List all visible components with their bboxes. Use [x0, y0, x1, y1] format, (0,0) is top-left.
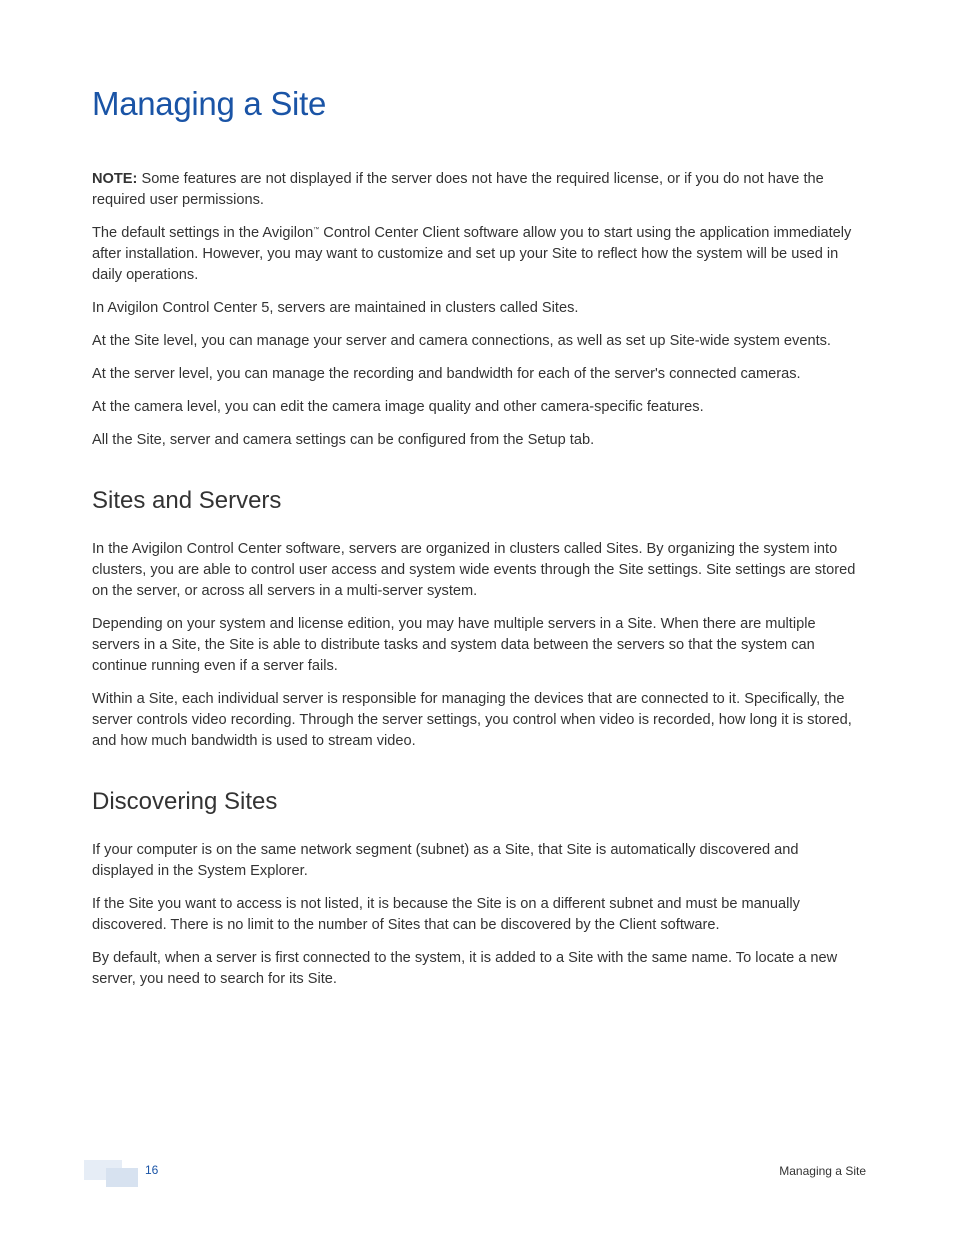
- intro-paragraph-5: At the camera level, you can edit the camera image quality and other camera-specific features.: [92, 399, 704, 415]
- intro-paragraph-1: [92, 223, 862, 286]
- sites-servers-paragraph-3: Within a Site, each individual server is responsible for managing the devices that are connected to it. Specifically, the server controls video recording. Through the server settings, you control when video is recorded, how long it is stored, and how much bandwidth is used to stream video.: [92, 691, 852, 749]
- discovering-sites-paragraph-1: If your computer is on the same network segment (subnet) as a Site, that Site is automatically discovered and displayed in the System Explorer.: [92, 842, 799, 879]
- footer-logo-icon: [84, 1160, 138, 1188]
- section-heading-discovering-sites: Discovering Sites: [92, 788, 278, 815]
- footer-page-number: 16: [145, 1163, 159, 1177]
- note-label: NOTE:: [92, 171, 138, 187]
- section-heading-sites-and-servers: Sites and Servers: [92, 487, 282, 514]
- discovering-sites-paragraph-2: If the Site you want to access is not listed, it is because the Site is on a different subnet and must be manually discovered. There is no limit to the number of Sites that can be discovered by the Client software.: [92, 896, 800, 933]
- intro-paragraph-1-start: The default settings in the Avigilon: [92, 225, 314, 241]
- page-title: Managing a Site: [92, 85, 326, 122]
- intro-paragraph-1-end: Control Center Client software allow you to start using the application immediately after installation. However, you may want to customize and set up your Site to reflect how the system will be used in daily operations.: [92, 225, 852, 283]
- intro-paragraph-2: In Avigilon Control Center 5, servers are maintained in clusters called Sites.: [92, 300, 579, 316]
- trademark-symbol: ™: [313, 227, 320, 234]
- intro-paragraph-6: All the Site, server and camera settings can be configured from the Setup tab.: [92, 432, 595, 448]
- page-content: [92, 84, 862, 1002]
- footer-logo-block-dark: [106, 1168, 138, 1187]
- discovering-sites-paragraph-3: By default, when a server is first connected to the system, it is added to a Site with the same name. To locate a new server, you need to search for its Site.: [92, 950, 838, 987]
- note-text: Some features are not displayed if the server does not have the required license, or if you do not have the required user permissions.: [92, 171, 824, 208]
- sites-servers-paragraph-1: In the Avigilon Control Center software, servers are organized in clusters called Sites. By organizing the system into clusters, you are able to control user access and system wide events through the Site settings. Site settings are stored on the server, or across all servers in a multi-server system.: [92, 541, 856, 599]
- intro-paragraph-4: At the server level, you can manage the recording and bandwidth for each of the server's connected cameras.: [92, 366, 801, 382]
- sites-servers-paragraph-2: Depending on your system and license edition, you may have multiple servers in a Site. When there are multiple servers in a Site, the Site is able to distribute tasks and system data between the servers so that the system can continue running even if a server fails.: [92, 616, 816, 674]
- intro-paragraph-3: At the Site level, you can manage your server and camera connections, as well as set up Site-wide system events.: [92, 333, 831, 349]
- note-paragraph: [92, 169, 862, 211]
- footer-section-name: Managing a Site: [779, 1164, 866, 1178]
- page-footer: [84, 1160, 866, 1190]
